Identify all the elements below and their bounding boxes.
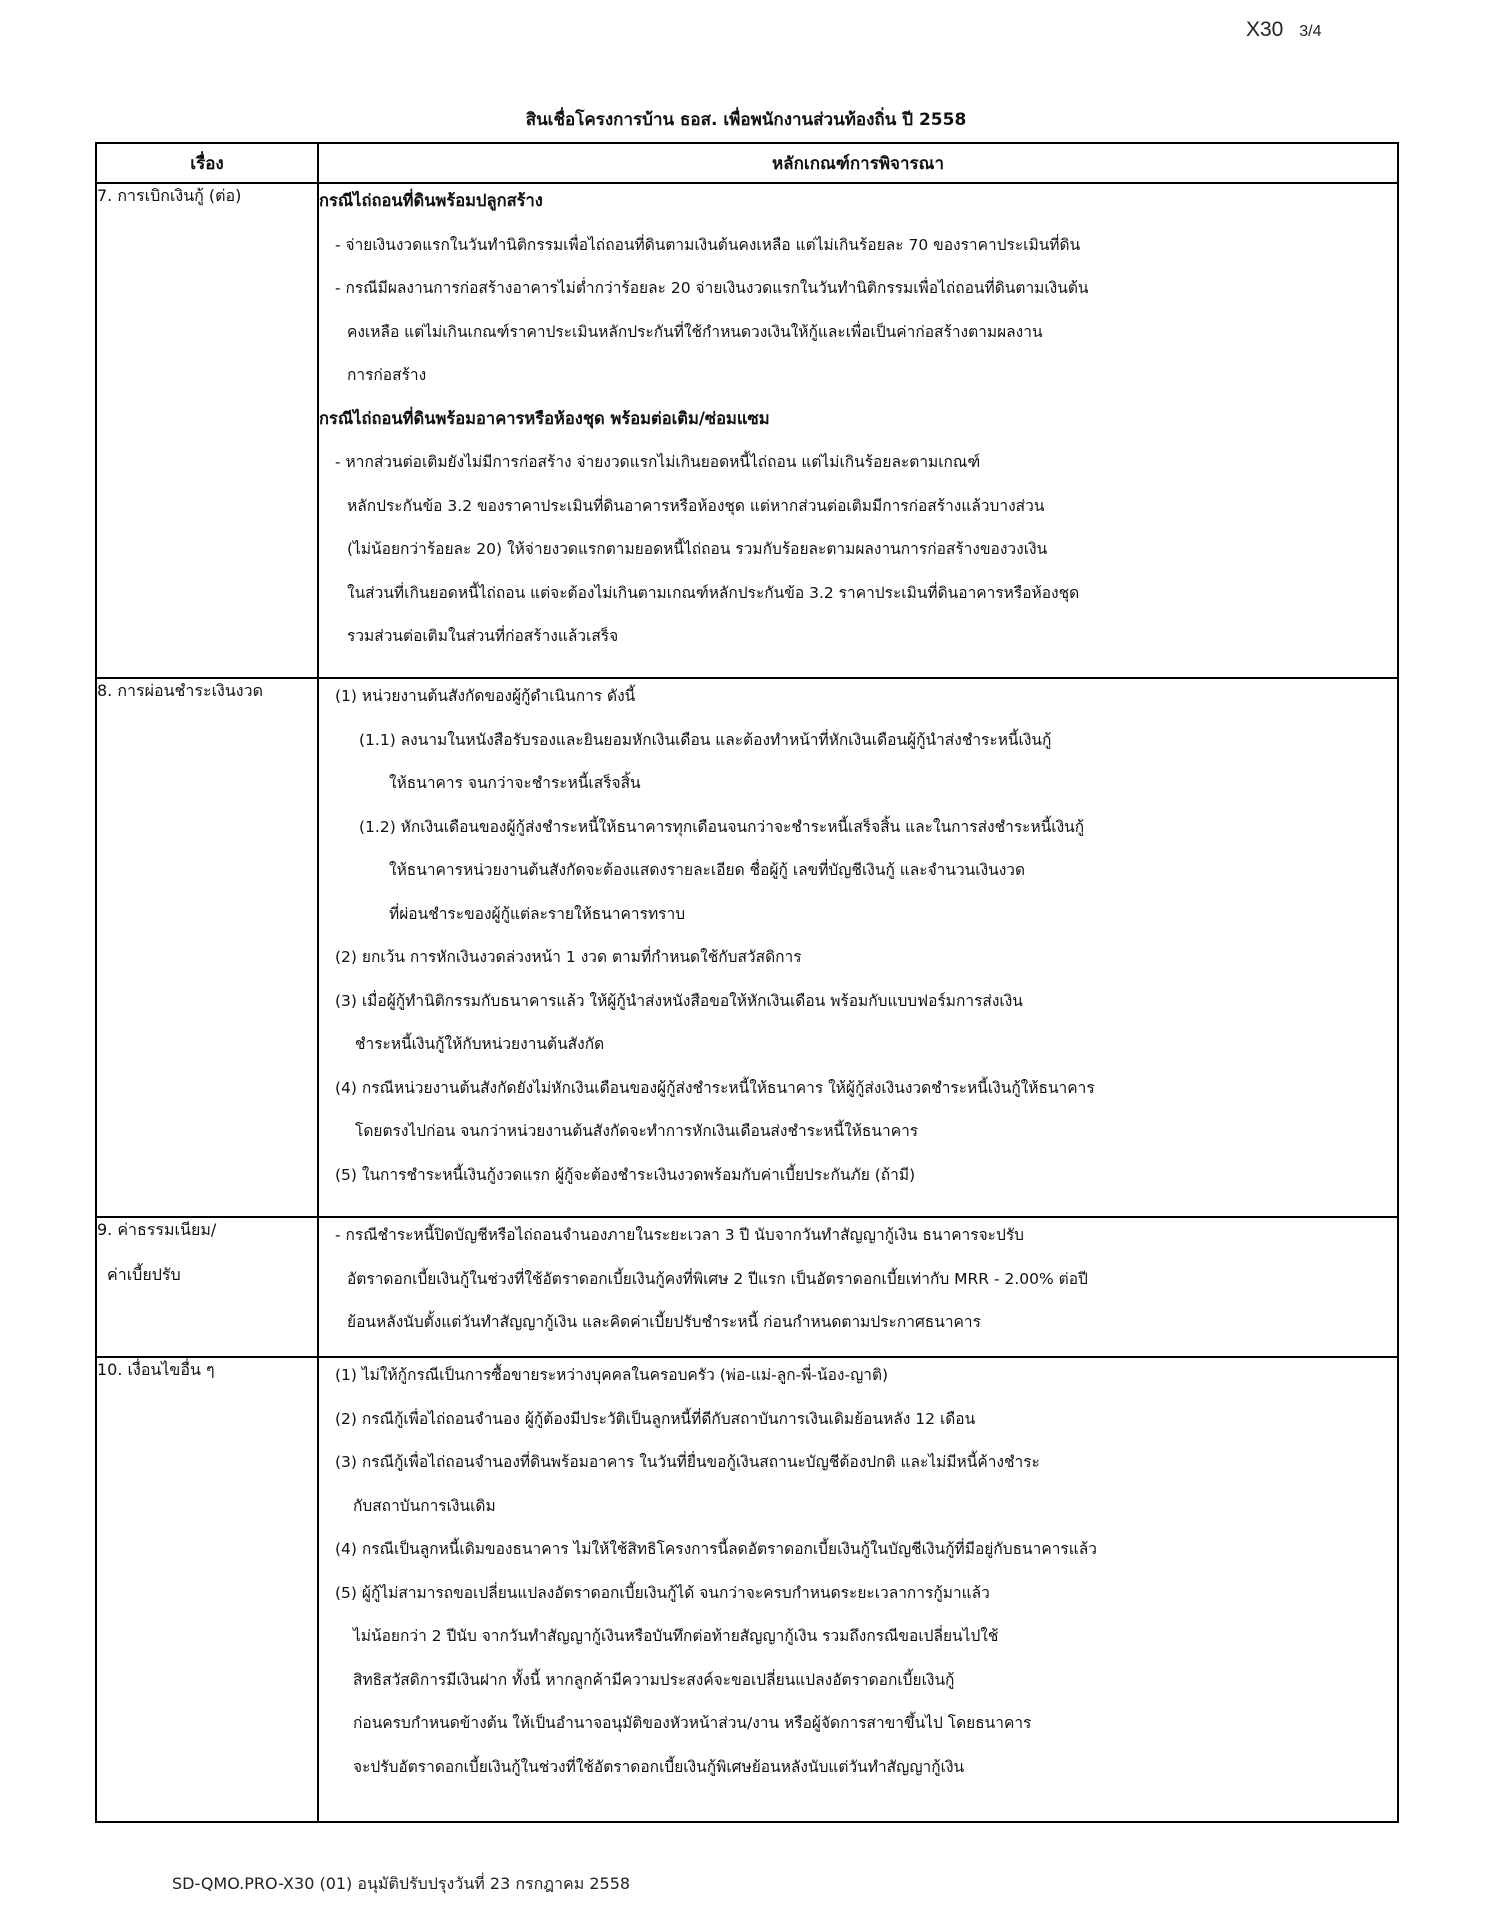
- section-heading: กรณีไถ่ถอนที่ดินพร้อมปลูกสร้าง: [319, 191, 543, 210]
- criteria-line: ย้อนหลังนับตั้งแต่วันทำสัญญากู้เงิน และคิดค่าเบี้ยปรับชำระหนี้ ก่อนกำหนดตามประกาศธนาคาร: [347, 1313, 981, 1331]
- document-code: X30: [1246, 18, 1284, 41]
- criteria-line: (5) ผู้กู้ไม่สามารถขอเปลี่ยนแปลงอัตราดอกเบี้ยเงินกู้ได้ จนกว่าจะครบกำหนดระยะเวลาการกู้มาแล้ว: [335, 1583, 990, 1602]
- criteria-cell: [318, 1357, 1398, 1822]
- page-number: 3/4: [1299, 23, 1322, 40]
- criteria-line: โดยตรงไปก่อน จนกว่าหน่วยงานต้นสังกัดจะทำการหักเงินเดือนส่งชำระหนี้ให้ธนาคาร: [355, 1122, 919, 1140]
- topic-cell: [96, 1357, 318, 1822]
- topic-label: 8. การผ่อนชำระเงินงวด: [97, 681, 263, 700]
- criteria-line: สิทธิสวัสดิการมีเงินฝาก ทั้งนี้ หากลูกค้ามีความประสงค์จะขอเปลี่ยนแปลงอัตราดอกเบี้ยเงินกู้: [353, 1670, 955, 1689]
- criteria-line: (3) เมื่อผู้กู้ทำนิติกรรมกับธนาคารแล้ว ให้ผู้กู้นำส่งหนังสือขอให้หักเงินเดือน พร้อมกับแบบฟอร์มการส่งเงิน: [335, 991, 1023, 1010]
- criteria-line: (1.2) หักเงินเดือนของผู้กู้ส่งชำระหนี้ให้ธนาคารทุกเดือนจนกว่าจะชำระหนี้เสร็จสิ้น และในการส่งชำระหนี้เงินกู้: [359, 817, 1085, 836]
- criteria-line: ที่ผ่อนชำระของผู้กู้แต่ละรายให้ธนาคารทราบ: [389, 904, 686, 923]
- topic-label: ค่าเบี้ยปรับ: [107, 1264, 181, 1284]
- column-header-criteria: หลักเกณฑ์การพิจารณา: [318, 143, 1398, 183]
- topic-label: 9. ค่าธรรมเนียม/: [97, 1220, 217, 1239]
- criteria-line: (2) กรณีกู้เพื่อไถ่ถอนจำนอง ผู้กู้ต้องมีประวัติเป็นลูกหนี้ที่ดีกับสถาบันการเงินเดิมย้อนหลัง 12 เดือน: [335, 1409, 976, 1428]
- criteria-line: (ไม่น้อยกว่าร้อยละ 20) ให้จ่ายงวดแรกตามยอดหนี้ไถ่ถอน รวมกับร้อยละตามผลงานการก่อสร้างของวงเงิน: [347, 540, 1048, 558]
- criteria-cell: [318, 183, 1398, 678]
- criteria-line: ชำระหนี้เงินกู้ให้กับหน่วยงานต้นสังกัด: [355, 1035, 605, 1053]
- criteria-line: ให้ธนาคาร จนกว่าจะชำระหนี้เสร็จสิ้น: [389, 774, 641, 792]
- criteria-line: (5) ในการชำระหนี้เงินกู้งวดแรก ผู้กู้จะต้องชำระเงินงวดพร้อมกับค่าเบี้ยประกันภัย (ถ้ามี): [335, 1165, 916, 1184]
- criteria-line: (1) หน่วยงานต้นสังกัดของผู้กู้ดำเนินการ ดังนี้: [335, 687, 636, 705]
- criteria-cell: [318, 1217, 1398, 1357]
- criteria-line: หลักประกันข้อ 3.2 ของราคาประเมินที่ดินอาคารหรือห้องชุด แต่หากส่วนต่อเติมมีการก่อสร้างแล้วบางส่วน: [347, 496, 1045, 515]
- criteria-line: คงเหลือ แต่ไม่เกินเกณฑ์ราคาประเมินหลักประกันที่ใช้กำหนดวงเงินให้กู้และเพื่อเป็นค่าก่อสร้างตามผลงาน: [347, 322, 1043, 341]
- criteria-line: (4) กรณีเป็นลูกหนี้เดิมของธนาคาร ไม่ให้ใช้สิทธิโครงการนี้ลดอัตราดอกเบี้ยเงินกู้ในบัญชีเงินกู้ที่มีอยู่กับธนาคารแล้ว: [335, 1540, 1097, 1558]
- document-title: สินเชื่อโครงการบ้าน ธอส. เพื่อพนักงานส่วนท้องถิ่น ปี 2558: [525, 110, 967, 130]
- criteria-line: - จ่ายเงินงวดแรกในวันทำนิติกรรมเพื่อไถ่ถอนที่ดินตามเงินต้นคงเหลือ แต่ไม่เกินร้อยละ 70 ของราคาประเมินที่ดิน: [335, 235, 1081, 254]
- criteria-line: ก่อนครบกำหนดข้างต้น ให้เป็นอำนาจอนุมัติของหัวหน้าส่วน/งาน หรือผู้จัดการสาขาขึ้นไป โดยธนาคาร: [353, 1714, 1032, 1732]
- criteria-table: [95, 142, 1399, 1823]
- table-row: [96, 183, 1398, 678]
- criteria-cell: [318, 678, 1398, 1217]
- criteria-line: (1) ไม่ให้กู้กรณีเป็นการซื้อขายระหว่างบุคคลในครอบครัว (พ่อ-แม่-ลูก-พี่-น้อง-ญาติ): [335, 1366, 889, 1384]
- criteria-line: กับสถาบันการเงินเดิม: [353, 1496, 496, 1515]
- criteria-line: - หากส่วนต่อเติมยังไม่มีการก่อสร้าง จ่ายงวดแรกไม่เกินยอดหนี้ไถ่ถอน แต่ไม่เกินร้อยละตามเกณฑ์: [335, 453, 981, 471]
- topic-cell: [96, 183, 318, 678]
- criteria-line: - กรณีมีผลงานการก่อสร้างอาคารไม่ต่ำกว่าร้อยละ 20 จ่ายเงินงวดแรกในวันทำนิติกรรมเพื่อไถ่ถอนที่ดินตามเงินต้น: [335, 279, 1089, 297]
- topic-cell: [96, 1217, 318, 1357]
- page-code: [1246, 18, 1321, 42]
- criteria-line: ในส่วนที่เกินยอดหนี้ไถ่ถอน แต่จะต้องไม่เกินตามเกณฑ์หลักประกันข้อ 3.2 ราคาประเมินที่ดินอาคารหรือห้องชุด: [347, 583, 1080, 602]
- criteria-line: ให้ธนาคารหน่วยงานต้นสังกัดจะต้องแสดงรายละเอียด ชื่อผู้กู้ เลขที่บัญชีเงินกู้ และจำนวนเงินงวด: [389, 861, 1026, 879]
- criteria-line: (4) กรณีหน่วยงานต้นสังกัดยังไม่หักเงินเดือนของผู้กู้ส่งชำระหนี้ให้ธนาคาร ให้ผู้กู้ส่งเงินงวดชำระหนี้เงินกู้ให้ธนาคาร: [335, 1078, 1095, 1097]
- column-header-topic: เรื่อง: [96, 143, 318, 183]
- criteria-line: รวมส่วนต่อเติมในส่วนที่ก่อสร้างแล้วเสร็จ: [347, 627, 619, 645]
- criteria-line: (2) ยกเว้น การหักเงินงวดล่วงหน้า 1 งวด ตามที่กำหนดใช้กับสวัสดิการ: [335, 948, 802, 966]
- criteria-line: (1.1) ลงนามในหนังสือรับรองและยินยอมหักเงินเดือน และต้องทำหน้าที่หักเงินเดือนผู้กู้นำส่งชำระหนี้เงินกู้: [359, 730, 1052, 749]
- table-header-row: [96, 143, 1398, 183]
- table-row: [96, 1217, 1398, 1357]
- topic-cell: [96, 678, 318, 1217]
- criteria-line: - กรณีชำระหนี้ปิดบัญชีหรือไถ่ถอนจำนองภายในระยะเวลา 3 ปี นับจากวันทำสัญญากู้เงิน ธนาคารจะปรับ: [335, 1226, 1025, 1244]
- table-row: [96, 1357, 1398, 1822]
- criteria-line: การก่อสร้าง: [347, 366, 427, 384]
- table-row: [96, 678, 1398, 1217]
- criteria-line: จะปรับอัตราดอกเบี้ยเงินกู้ในช่วงที่ใช้อัตราดอกเบี้ยเงินกู้พิเศษย้อนหลังนับแต่วันทำสัญญากู้เงิน: [353, 1757, 965, 1776]
- section-heading: กรณีไถ่ถอนที่ดินพร้อมอาคารหรือห้องชุด พร้อมต่อเติม/ซ่อมแซม: [319, 408, 770, 428]
- document-footer: SD-QMO.PRO-X30 (01) อนุมัติปรับปรุงวันที่ 23 กรกฎาคม 2558: [172, 1874, 631, 1893]
- criteria-line: อัตราดอกเบี้ยเงินกู้ในช่วงที่ใช้อัตราดอกเบี้ยเงินกู้คงที่พิเศษ 2 ปีแรก เป็นอัตราดอกเบี้ยเท่ากับ MRR - 2.00% ต่อปี: [347, 1269, 1088, 1288]
- topic-label: 10. เงื่อนไขอื่น ๆ: [97, 1360, 215, 1379]
- criteria-line: ไม่น้อยกว่า 2 ปีนับ จากวันทำสัญญากู้เงินหรือบันทึกต่อท้ายสัญญากู้เงิน รวมถึงกรณีขอเปลี่ยนไปใช้: [353, 1627, 999, 1645]
- criteria-line: (3) กรณีกู้เพื่อไถ่ถอนจำนองที่ดินพร้อมอาคาร ในวันที่ยื่นขอกู้เงินสถานะบัญชีต้องปกติ และไม่มีหนี้ค้างชำระ: [335, 1453, 1040, 1471]
- topic-label: 7. การเบิกเงินกู้ (ต่อ): [97, 186, 242, 205]
